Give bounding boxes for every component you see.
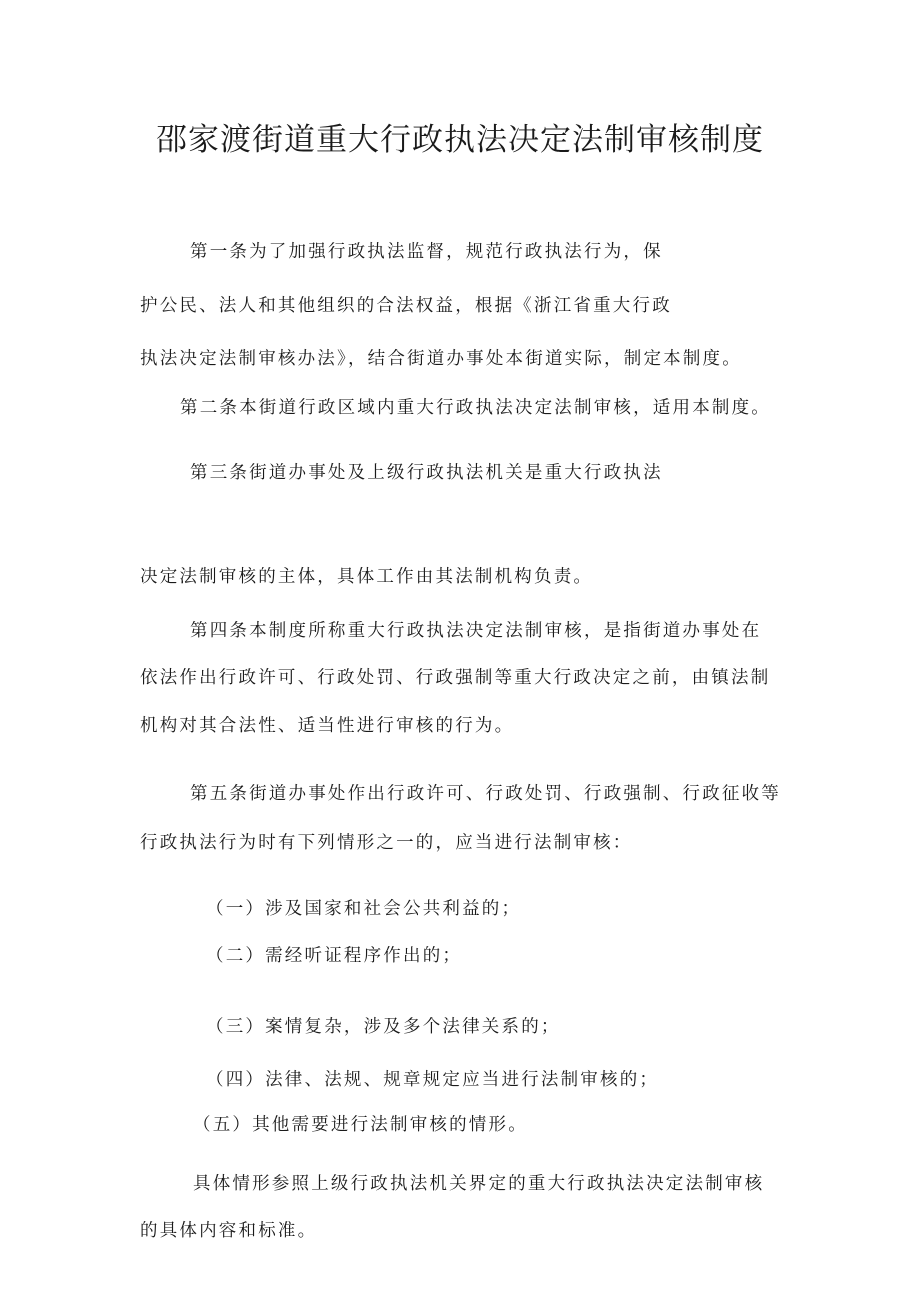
article-2-line-1: 第二条本街道行政区域内重大行政执法决定法制审核，适用本制度。 bbox=[180, 398, 771, 418]
article-4-line-3: 机构对其合法性、适当性进行审核的行为。 bbox=[140, 716, 515, 736]
list-item-2: （二）需经听证程序作出的； bbox=[206, 946, 463, 966]
article-5-line-1: 第五条街道办事处作出行政许可、行政处罚、行政强制、行政征收等 bbox=[190, 784, 781, 804]
article-1-line-2: 护公民、法人和其他组织的合法权益，根据《浙江省重大行政 bbox=[140, 296, 672, 316]
article-4-line-2: 依法作出行政许可、行政处罚、行政强制等重大行政决定之前，由镇法制 bbox=[140, 668, 771, 688]
list-item-5: （五）其他需要进行法制审核的情形。 bbox=[193, 1115, 528, 1135]
article-1-line-1: 第一条为了加强行政执法监督，规范行政执法行为，保 bbox=[190, 242, 663, 262]
article-3-line-2: 决定法制审核的主体，具体工作由其法制机构负责。 bbox=[140, 567, 594, 587]
list-item-4: （四）法律、法规、规章规定应当进行法制审核的； bbox=[206, 1070, 660, 1090]
closing-line-1: 具体情形参照上级行政执法机关界定的重大行政执法决定法制审核 bbox=[193, 1174, 765, 1194]
list-item-3: （三）案情复杂，涉及多个法律关系的； bbox=[206, 1017, 561, 1037]
list-item-1: （一）涉及国家和社会公共利益的； bbox=[206, 899, 522, 919]
article-5-line-2: 行政执法行为时有下列情形之一的，应当进行法制审核： bbox=[140, 833, 633, 853]
article-3-line-1: 第三条街道办事处及上级行政执法机关是重大行政执法 bbox=[190, 463, 663, 483]
article-1-line-3: 执法决定法制审核办法》，结合街道办事处本街道实际，制定本制度。 bbox=[140, 349, 742, 369]
article-4-line-1: 第四条本制度所称重大行政执法决定法制审核，是指街道办事处在 bbox=[190, 621, 762, 641]
document-title: 邵家渡街道重大行政执法决定法制审核制度 bbox=[156, 122, 764, 158]
closing-line-2: 的具体内容和标准。 bbox=[140, 1221, 318, 1241]
